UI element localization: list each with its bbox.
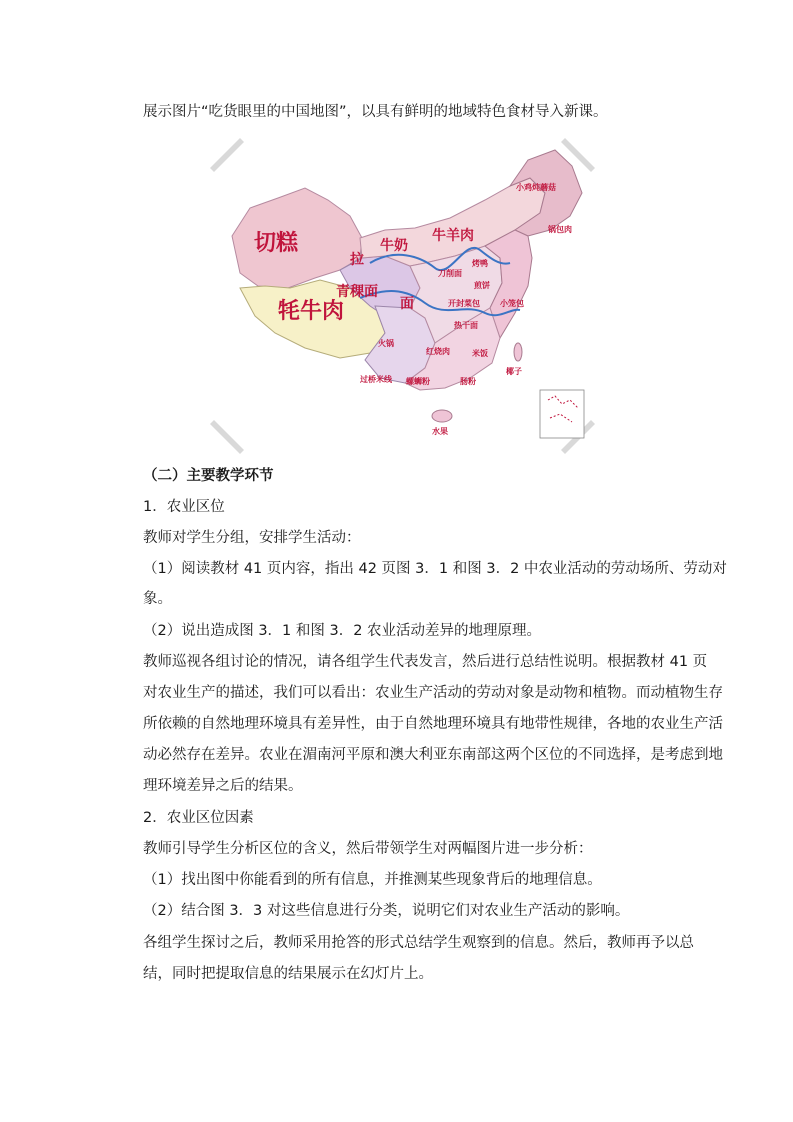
label-kaifengcaibao: 开封菜包 — [448, 299, 480, 308]
item1-p3: （2）说出造成图 3．1 和图 3．2 农业活动差异的地理原理。 — [143, 623, 542, 639]
label-luosifen: 螺蛳粉 — [406, 377, 430, 386]
label-qiegao: 切糕 — [254, 231, 299, 256]
food-map-figure — [210, 138, 595, 454]
item1-p4-line1: 教师巡视各组讨论的情况，请各组学生代表发言，然后进行总结性说明。根据教材 41 页 — [143, 654, 708, 670]
label-xiaolongbao: 小笼包 — [500, 299, 524, 308]
label-guoqiaomixian: 过桥米线 — [360, 375, 392, 384]
item2-p4-line2: 结，同时把提取信息的结果展示在幻灯片上。 — [143, 966, 433, 982]
item2-p4-line1: 各组学生探讨之后，教师采用抢答的形式总结学生观察到的信息。然后，教师再予以总 — [143, 935, 694, 951]
label-mian: 面 — [400, 296, 414, 312]
item2-p3: （2）结合图 3．3 对这些信息进行分类，说明它们对农业生产活动的影响。 — [143, 903, 630, 919]
item1-p2b: 象。 — [143, 591, 172, 607]
item2-title: 2．农业区位因素 — [143, 810, 254, 826]
label-rice: 米饭 — [472, 349, 488, 358]
region-taiwan — [514, 343, 522, 361]
intro-text: 展示图片“吃货眼里的中国地图”，以具有鲜明的地域特色食材导入新课。 — [143, 104, 608, 120]
label-hongshaorou: 红烧肉 — [426, 347, 450, 356]
label-kaoya: 烤鸭 — [472, 259, 488, 268]
south-sea-inset — [540, 390, 584, 438]
item2-p2: （1）找出图中你能看到的所有信息，并推测某些现象背后的地理信息。 — [143, 872, 602, 888]
item1-title: 1．农业区位 — [143, 499, 225, 515]
label-shui: 水果 — [432, 427, 448, 436]
label-qingkemian: 青稞面 — [336, 284, 378, 300]
china-food-map — [210, 138, 595, 454]
label-guobaorou: 锅包肉 — [548, 225, 572, 234]
label-huoguo: 火锅 — [378, 339, 394, 348]
region-hainan — [432, 410, 452, 422]
item1-p4-line4: 动必然存在差异。农业在湄南河平原和澳大利亚东南部这两个区位的不同选择，是考虑到地 — [143, 747, 723, 763]
item1-p2a: （1）阅读教材 41 页内容，指出 42 页图 3．1 和图 3．2 中农业活动的劳动场所、劳动对 — [143, 561, 727, 577]
label-xiaojidunmogu: 小鸡炖蘑菇 — [516, 183, 556, 192]
label-jianbing: 煎饼 — [474, 281, 490, 290]
label-changfen: 肠粉 — [460, 377, 476, 386]
label-la: 拉 — [350, 252, 364, 268]
label-yezi: 椰子 — [506, 367, 522, 376]
label-maoniurou: 牦牛肉 — [278, 299, 345, 324]
item1-p4-line5: 理环境差异之后的结果。 — [143, 778, 303, 794]
item1-p4-line2: 对农业生产的描述，我们可以看出：农业生产活动的劳动对象是动物和植物。而动植物生存 — [143, 685, 723, 701]
corner-mount-icon — [210, 420, 244, 454]
item1-p4-line3: 所依赖的自然地理环境具有差异性，由于自然地理环境具有地带性规律，各地的农业生产活 — [143, 716, 723, 732]
label-niuyangrou: 牛羊肉 — [432, 228, 474, 244]
label-lamian: 刀削面 — [438, 269, 462, 278]
label-niunai: 牛奶 — [380, 238, 408, 254]
item2-p1: 教师引导学生分析区位的含义，然后带领学生对两幅图片进一步分析： — [143, 841, 593, 857]
section-heading: （二）主要教学环节 — [143, 468, 274, 484]
item1-p1: 教师对学生分组，安排学生活动： — [143, 530, 361, 546]
corner-mount-icon — [210, 138, 244, 172]
label-reganmian: 热干面 — [454, 321, 478, 330]
